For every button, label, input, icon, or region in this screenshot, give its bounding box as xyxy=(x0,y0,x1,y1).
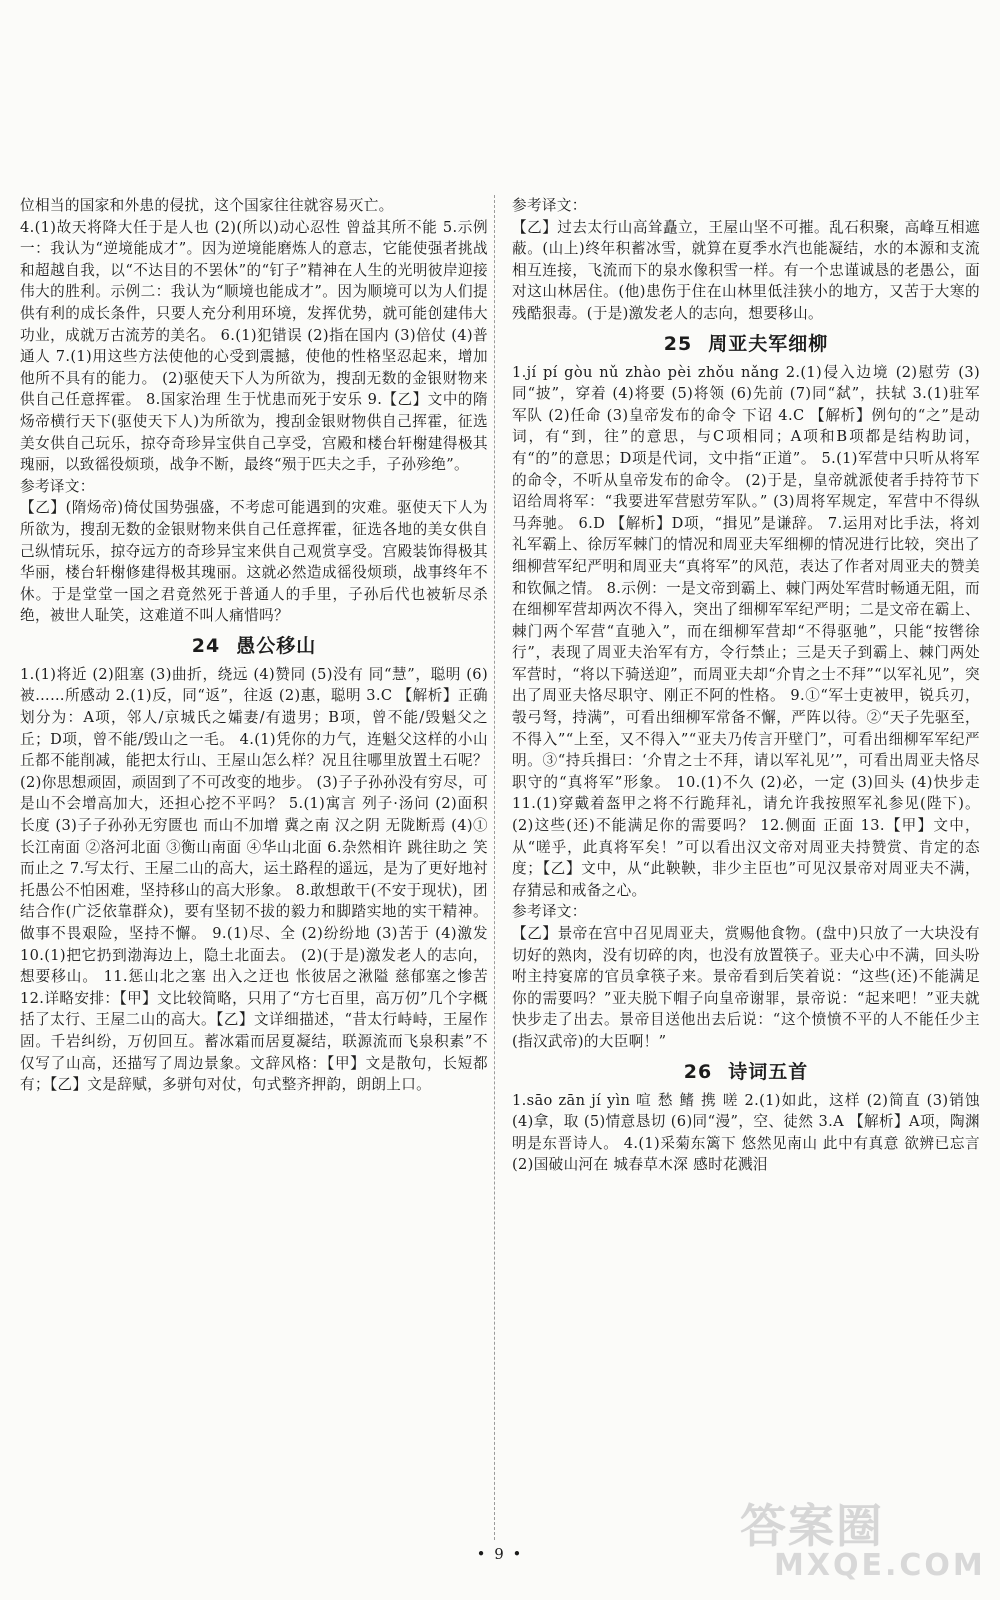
section-title: 诗词五首 xyxy=(728,1060,809,1083)
column-divider xyxy=(494,195,495,1540)
section-heading-25 xyxy=(512,331,980,357)
section-heading-26 xyxy=(512,1059,980,1085)
left-column xyxy=(20,195,488,1096)
section-number: 24 xyxy=(191,634,221,657)
right-translation-2: 【乙】景帝在宫中召见周亚夫，赏赐他食物。(盘中)只放了一大块没有切好的熟肉，没有切碎的肉，也没有放置筷子。亚夫心中不满，回头吩咐主持宴席的官员拿筷子来。景帝看到后笑着说：“这些(还)不能满足你的需要吗？”亚夫脱下帽子向皇帝谢罪，景帝说：“起来吧！”亚夫就快步走了出去。景帝目送他出去后说：“这个愤愤不平的人不能任少主(指汉武帝)的大臣啊！” xyxy=(512,925,980,1050)
watermark-main-text: 答案圈 xyxy=(740,1499,884,1553)
right-column xyxy=(512,195,980,1176)
reference-translation-label: 参考译文： xyxy=(20,477,95,495)
right-paragraph-2: 1.sāo zān jí yìn 喧 愁 鳍 携 嗟 2.(1)如此，这样 (2)简直 (3)销蚀 (4)拿，取 (5)情意恳切 (6)同“漫”，空、徒然 3.A 【解析】A项，陶渊明是东晋诗人。 4.(1)采菊东篱下 悠然见南山 此中有真意 欲辨已忘言 (2)国破山河在 城春草木深 感时花溅泪 xyxy=(512,1091,980,1174)
section-number: 26 xyxy=(683,1060,713,1083)
section-title: 周亚夫军细柳 xyxy=(708,332,829,355)
left-paragraph-3: 1.(1)将近 (2)阻塞 (3)曲折，绕远 (4)赞同 (5)没有 同“慧”，聪明 (6)被……所感动 2.(1)反，同“返”，往返 (2)惠，聪明 3.C 【解析】正确划分为：A项，邻人/京城氏之孀妻/有遗男；B项，曾不能/毁魁父之丘；D项，曾不能/毁山之一毛。 4.(1)凭你的力气，连魁父这样的小山丘都不能削减，能把太行山、王屋山怎么样？况且往哪里放置土石呢？ (2)你思想顽固，顽固到了不可改变的地步。 (3)子子孙孙没有穷尽，可是山不会增高加大，还担心挖不平吗？ 5.(1)寓言 列子·汤问 (2)面积 长度 (3)子子孙孙无穷匮也 而山不加增 冀之南 汉之阴 无陇断焉 (4)①长江南面 ②洛河北面 ③衡山南面 ④华山北面 6.杂然相许 跳往助之 笑而止之 7.写太行、王屋二山的高大，运土路程的遥远，是为了更好地衬托愚公不怕困难，坚持移山的高大形象。 8.敢想敢干(不安于现状)，团结合作(广泛依靠群众)，要有坚韧不拔的毅力和脚踏实地的实干精神。做事不畏艰险，坚持不懈。 9.(1)尽、全 (2)纷纷地 (3)苦于 (4)激发 10.(1)把它扔到渤海边上，隐土北面去。 (2)(于是)激发老人的志向，想要移山。 11.惩山北之塞 出入之迂也 怅彼居之湫隘 慈郁塞之惨苦 12.详略安排：【甲】文比较简略，只用了“方七百里，高万仞”几个字概括了太行、王屋二山的高大。【乙】文详细描述，“昔太行峙峙，王屋作固。千岩纠纷，万仞回互。蓄冰霜而居夏凝结，联源流而飞泉积素”不仅写了山高，还描写了周边景象。文辞风格：【甲】文是散句，长短都有；【乙】文是辞赋，多骈句对仗，句式整齐押韵，朗朗上口。 xyxy=(20,665,488,1094)
watermark-url-text: MXQE.COM xyxy=(774,1548,986,1583)
section-number: 25 xyxy=(663,332,693,355)
page-number: • 9 • xyxy=(476,1545,524,1563)
section-title: 愚公移山 xyxy=(236,634,317,657)
watermark-logo xyxy=(740,1490,986,1590)
left-paragraph-1: 位相当的国家和外患的侵扰，这个国家往往就容易灭亡。 xyxy=(20,197,394,214)
left-paragraph-2: 4.(1)故天将降大任于是人也 (2)(所以)动心忍性 曾益其所不能 5.示例一：我认为“逆境能成才”。因为逆境能磨炼人的意志，它能使强者挑战和超越自我，以“不达目的不罢休”的“钉子”精神在人生的光明彼岸迎接伟大的胜利。示例二：我认为“顺境也能成才”。因为顺境可以为人们提供有利的成长条件，只要人充分利用环境，发挥优势，就可能创建伟大功业，成就万古流芳的美名。 6.(1)犯错误 (2)指在国内 (3)倍仗 (4)普通人 7.(1)用这些方法使他的心受到震撼，使他的性格坚忍起来，增加他所不具有的能力。 (2)驱使天下人为所欲为，搜刮无数的金银财物来供自己任意挥霍。 8.国家治理 生于忧患而死于安乐 9.【乙】文中的隋炀帝横行天下(驱使天下人)为所欲为，搜刮金银财物供自己挥霍，征选美女供自己玩乐，掠夺奇珍异宝供自己享受，宫殿和楼台轩榭建得极其瑰丽，以致徭役烦琐，战争不断，最终“殒于匹夫之手，子孙殄绝”。 xyxy=(20,218,488,474)
section-heading-24 xyxy=(20,633,488,659)
reference-translation-label: 参考译文： xyxy=(512,197,587,214)
left-translation-1: 【乙】(隋炀帝)倚仗国势强盛，不考虑可能遇到的灾难。驱使天下人为所欲为，搜刮无数的金银财物来供自己任意挥霍，征选各地的美女供自己纵情玩乐，掠夺远方的奇珍异宝来供自己观赏享受。宫殿装饰得极其华丽，楼台轩榭修建得极其瑰丽。这就必然造成徭役烦琐，战事终年不休。于是堂堂一国之君竟然死于普通人的手里，子孙后代也被斩尽杀绝，被世人耻笑，这难道不叫人痛惜吗？ xyxy=(20,499,488,625)
right-translation-1: 【乙】过去太行山高耸矗立，王屋山坚不可摧。乱石积聚，高峰互相遮蔽。(山上)终年积蓄冰雪，就算在夏季水汽也能凝结，水的本源和支流相互连接，飞流而下的泉水像积雪一样。有一个忠谨诚恳的老愚公，面对这山林居住。(他)患伤于住在山林里低洼狭小的地方，又苦于大寒的残酷狠毒。(于是)激发老人的志向，想要移山。 xyxy=(512,218,980,322)
reference-translation-label: 参考译文： xyxy=(512,903,587,921)
right-paragraph-1: 1.jí pí gòu nǔ zhào pèi zhǒu nǎng 2.(1)侵入边境 (2)慰劳 (3)同“披”，穿着 (4)将要 (5)将领 (6)先前 (7)同“弑”，扶轼 3.(1)驻军 军队 (2)任命 (3)皇帝发布的命令 下诏 4.C 【解析】例句的“之”是动词，有“到，往”的意思，与C项相同；A项和B项都是结构助词，有“的”的意思；D项是代词，文中指“正道”。 5.(1)军营中只听从将军的命令，不听从皇帝发布的命令。 (2)于是，皇帝就派使者手持符节下诏给周将军：“我要进军营慰劳军队。” (3)周将军规定，军营中不得纵马奔驰。 6.D 【解析】D项，“揖见”是谦辞。 7.运用对比手法，将刘礼军霸上、徐厉军棘门的情况和周亚夫军细柳的情况进行比较，突出了细柳营军纪严明和周亚夫“真将军”的风范，表达了作者对周亚夫的赞美和钦佩之情。 8.示例：一是文帝到霸上、棘门两处军营时畅通无阻，而在细柳军营却两次不得入，突出了细柳军军纪严明；二是文帝在霸上、棘门两个军营“直驰入”，而在细柳军营却“不得驱驰”，只能“按辔徐行”，表现了周亚夫治军有方，令行禁止；三是天子到霸上、棘门两处军营时，“将以下骑送迎”，而周亚夫却“介胄之士不拜”“以军礼见”，突出了周亚夫恪尽职守、刚正不阿的性格。 9.①“军士吏被甲，锐兵刃，彀弓弩，持满”，可看出细柳军常备不懈，严阵以待。②“天子先驱至，不得入”“上至，又不得入”“亚夫乃传言开壁门”，可看出细柳军军纪严明。③“持兵揖曰：‘介胄之士不拜，请以军礼见’”，可看出周亚夫恪尽职守的“真将军”形象。 10.(1)不久 (2)必，一定 (3)回头 (4)快步走 11.(1)穿戴着盔甲之将不行跪拜礼，请允许我按照军礼参见(陛下)。 (2)这些(还)不能满足你的需要吗？ 12.侧面 正面 13.【甲】文中，从“嗟乎，此真将军矣！”可以看出汉文帝对周亚夫持赞赏、肯定的态度；【乙】文中，从“此鞅鞅，非少主臣也”可见汉景帝对周亚夫不满，存猜忌和戒备之心。 xyxy=(512,363,980,899)
